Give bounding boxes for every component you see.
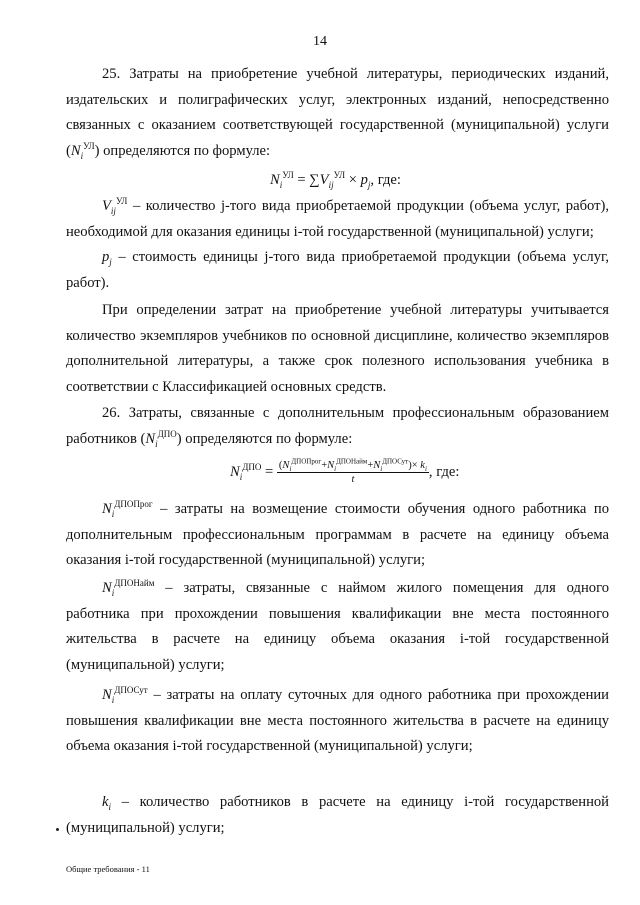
definition-p-text: – стоимость единицы j-того вида приобретаемой продукции (объема услуг, работ). [66, 249, 609, 291]
definition-k-text: – количество работников в расчете на единицу i-той государственной (муниципальной) услуги; [66, 794, 609, 836]
definition-dpo-prog: $N_i^{ДПОПрог}$ – затраты на возмещение стоимости обучения одного работника по дополнительным профессиональным программам в расчете на единицу объема оказания i-той государственной (муниципальной) услуги; [66, 499, 609, 569]
definition-dpo-naim: $N_i^{ДПОНайм}$ – затраты, связанные с наймом жилого помещения для одного работника при прохождении повышения квалификации вне места постоянного жительства в расчете на единицу объема оказания i-той государственной (муниципальной) услуги; [66, 578, 609, 673]
definition-k: $k_i$ – количество работников в расчете на единицу i-той государственной (муниципальной) услуги; [66, 794, 609, 836]
formula-literature-tail: , где: [370, 172, 401, 188]
definition-v-text: – количество j-того вида приобретаемой продукции (объема услуг, работ), необходимой для оказания единицы i-той государственной (муниципальной) услуги; [66, 198, 609, 240]
paragraph-25-tail: определяются по формуле: [103, 142, 271, 159]
definition-dpo-naim-text: – затраты, связанные с наймом жилого помещения для одного работника при прохождении повышения квалификации вне места постоянного жительства в расчете на единицу объема оказания i-той государственной (муниципальной) услуги; [66, 580, 609, 673]
paragraph-25-text: 25. Затраты на приобретение учебной литературы, периодических изданий, издательских и полиграфических услуг, электронных изданий, непосредственно связанных с оказанием соответствующей государственной (муниципальной) услуги [66, 66, 609, 134]
formula-dpo-fraction: $\frac{(N_i^{ДПОПрог}+N_i^{ДПОНайм}+N_i^{ДПОСут})\times k_i}{t}$ [278, 457, 427, 485]
definition-dpo-sut: $N_i^{ДПОСут}$ – затраты на оплату суточных для одного работника при прохождении повышения квалификации вне места постоянного жительства в расчете на единицу объема оказания i-той государственной (муниципальной) услуги; [66, 685, 609, 755]
formula-dpo-tail: , где: [428, 463, 460, 480]
definition-v: $V_{ij}^{УЛ}$ – количество j-того вида приобретаемой продукции (объема услуг, работ), необходимой для оказания единицы i-той государственной (муниципальной) услуги; [66, 196, 609, 240]
paragraph-26: 26. Затраты, связанные с дополнительным профессиональным образованием работников $(N_i^{ДПО})$ определяются по формуле: [66, 405, 609, 449]
paragraph-26-tail: определяются по формуле: [185, 430, 353, 447]
scan-dot [56, 828, 59, 831]
formula-dpo: $N_i^{ДПО}$ = $\frac{(N_i^{ДПОПрог}+N_i^{ДПОНайм}+N_i^{ДПОСут})\times k_i}{t}$ , где: [230, 457, 460, 485]
paragraph-literature: При определении затрат на приобретение учебной литературы учитывается количество экземпляров учебников по основной дисциплине, количество экземпляров дополнительной литературы, а также срок полезного использования учебника в соответствии с Классификацией основных средств. [66, 302, 609, 395]
footer: Общие требования - 11 [66, 864, 150, 874]
definition-dpo-prog-text: – затраты на возмещение стоимости обучения одного работника по дополнительным профессиональным программам в расчете на единицу объема оказания i-той государственной (муниципальной) услуги; [66, 501, 609, 569]
paragraph-25: 25. Затраты на приобретение учебной литературы, периодических изданий, издательских и полиграфических услуг, электронных изданий, непосредственно связанных с оказанием соответствующей государственной (муниципальной) услуги $(N_i^{УЛ})$ определяются по формуле: [66, 66, 609, 161]
definition-p: $p_j$ – стоимость единицы j-того вида приобретаемой продукции (объема услуг, работ). [66, 249, 609, 291]
page-number: 14 [313, 34, 327, 49]
definition-dpo-sut-text: – затраты на оплату суточных для одного работника при прохождении повышения квалификации вне места постоянного жительства в расчете на единицу объема оказания i-той государственной (муниципальной) услуги; [66, 687, 609, 755]
paragraph-26-text: 26. Затраты, связанные с дополнительным профессиональным образованием работников [66, 405, 609, 447]
formula-literature: $N_i^{УЛ} = \sum V_{ij}^{УЛ} \times p_j$, где: [270, 170, 401, 190]
